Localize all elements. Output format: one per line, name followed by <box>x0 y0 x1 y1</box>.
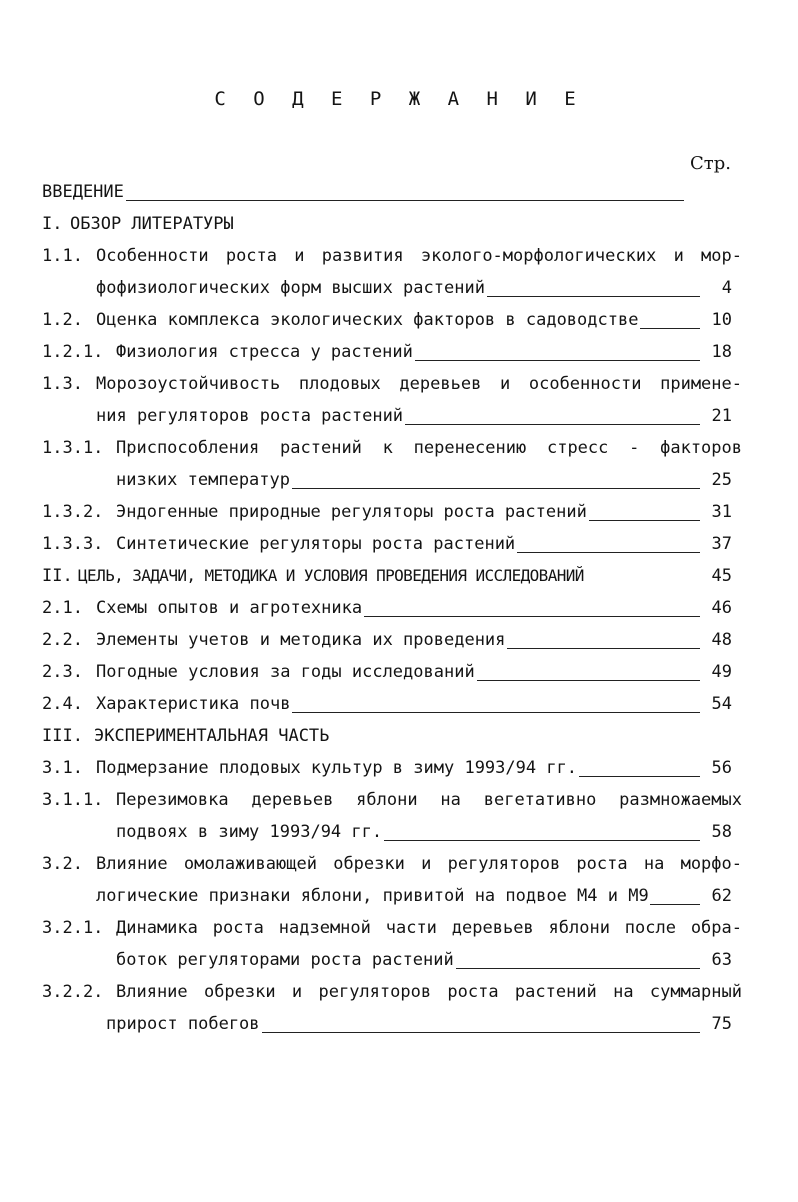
toc-entry-page: 21 <box>711 406 732 426</box>
toc-entry-1-3-3 <box>42 530 732 558</box>
toc-entry-1-2-1 <box>42 338 732 366</box>
toc-entry-number: 1.3.1. <box>42 438 104 458</box>
toc-entry-number: 1.2.1. <box>42 342 104 362</box>
leader-line <box>384 840 700 841</box>
toc-entry-1-1-line2 <box>96 274 732 302</box>
leader-line <box>640 328 700 329</box>
toc-entry-page: 10 <box>711 310 732 330</box>
toc-entry-page: 31 <box>711 502 732 522</box>
toc-entry-3-2-1-line2 <box>116 946 732 974</box>
toc-entry-number: 1.3.2. <box>42 502 104 522</box>
toc-entry-page: 75 <box>711 1014 732 1034</box>
toc-entry-3-2-2-line1 <box>42 978 742 1006</box>
toc-entry-number: 3.1. <box>42 758 83 778</box>
toc-entry-number: 1.1. <box>42 246 83 266</box>
toc-entry-1-1-line1 <box>42 242 742 270</box>
toc-entry-1-3-2 <box>42 498 732 526</box>
leader-line <box>292 488 700 489</box>
toc-entry-text: Погодные условия за годы исследований <box>96 662 475 682</box>
toc-entry-page: 25 <box>711 470 732 490</box>
toc-entry-2-3 <box>42 658 732 686</box>
toc-entry-3-1 <box>42 754 732 782</box>
toc-entry-text: Морозоустойчивость плодовых деревьев и особенности примене- <box>96 374 742 394</box>
toc-entry-page: 63 <box>711 950 732 970</box>
leader-line <box>579 776 700 777</box>
toc-entry-number: 2.1. <box>42 598 83 618</box>
toc-entry-text: Схемы опытов и агротехника <box>96 598 363 618</box>
toc-entry-text: ВВЕДЕНИЕ <box>42 182 124 202</box>
toc-entry-page: 45 <box>711 566 732 586</box>
toc-entry-number: I. <box>42 214 63 234</box>
toc-entry-page: 54 <box>711 694 732 714</box>
toc-entry-3-2-line2 <box>96 882 732 910</box>
toc-entry-number: 1.2. <box>42 310 83 330</box>
toc-entry-chapter-1 <box>42 210 702 238</box>
toc-entry-text: ЦЕЛЬ, ЗАДАЧИ, МЕТОДИКА И УСЛОВИЯ ПРОВЕДЕНИЯ ИССЛЕДОВАНИЙ <box>78 566 584 585</box>
toc-entry-text: Динамика роста надземной части деревьев яблони после обра- <box>116 918 742 938</box>
leader-line <box>487 296 700 297</box>
toc-entry-text: ЭКСПЕРИМЕНТАЛЬНАЯ ЧАСТЬ <box>94 726 330 746</box>
toc-entry-chapter-2 <box>42 562 732 590</box>
toc-entry-1-3-line2 <box>96 402 732 430</box>
toc-entry-page: 56 <box>711 758 732 778</box>
toc-entry-3-2-1-line1 <box>42 914 742 942</box>
toc-entry-number: 3.1.1. <box>42 790 104 810</box>
toc-entry-2-1 <box>42 594 732 622</box>
toc-entry-text-continued: низких температур <box>116 470 290 490</box>
toc-entry-1-3-line1 <box>42 370 742 398</box>
page-title: С О Д Е Р Ж А Н И Е <box>214 88 584 110</box>
toc-entry-text: Характеристика почв <box>96 694 291 714</box>
toc-entry-2-4 <box>42 690 732 718</box>
toc-entry-page: 58 <box>711 822 732 842</box>
toc-entry-1-2 <box>42 306 732 334</box>
leader-line <box>517 552 700 553</box>
toc-entry-chapter-3 <box>42 722 732 750</box>
toc-entry-text: Особенности роста и развития эколого-морфологических и мор- <box>96 246 742 266</box>
toc-entry-number: 2.3. <box>42 662 83 682</box>
toc-entry-text: Влияние омолаживающей обрезки и регуляторов роста на морфо- <box>96 854 742 874</box>
toc-entry-3-1-1-line2 <box>116 818 732 846</box>
leader-line <box>589 520 700 521</box>
toc-entry-number: 2.2. <box>42 630 83 650</box>
toc-entry-number: III. <box>42 726 83 746</box>
toc-entry-page: 48 <box>711 630 732 650</box>
toc-entry-number: 1.3. <box>42 374 83 394</box>
toc-entry-page: 62 <box>711 886 732 906</box>
leader-line <box>126 200 684 201</box>
toc-entry-number: II. <box>42 566 73 586</box>
toc-entry-page: 4 <box>721 278 732 298</box>
toc-entry-text: Перезимовка деревьев яблони на вегетативно размножаемых <box>116 790 742 810</box>
leader-line <box>507 648 700 649</box>
toc-entry-text-continued: прирост побегов <box>106 1014 260 1034</box>
toc-entry-text: Влияние обрезки и регуляторов роста растений на суммарный <box>116 982 742 1002</box>
toc-entry-3-2-line1 <box>42 850 742 878</box>
leader-line <box>456 968 700 969</box>
toc-entry-number: 3.2.1. <box>42 918 104 938</box>
toc-entry-text: Приспособления растений к перенесению стресс - факторов <box>116 438 742 458</box>
leader-line <box>650 904 700 905</box>
toc-entry-number: 1.3.3. <box>42 534 104 554</box>
toc-entry-text: Синтетические регуляторы роста растений <box>116 534 516 554</box>
toc-entry-3-1-1-line1 <box>42 786 742 814</box>
toc-entry-text: ОБЗОР ЛИТЕРАТУРЫ <box>70 214 234 234</box>
toc-entry-text-continued: подвоях в зиму 1993/94 гг. <box>116 822 383 842</box>
toc-entry-text: Элементы учетов и методика их проведения <box>96 630 506 650</box>
toc-entry-2-2 <box>42 626 732 654</box>
page-column-label: Стр. <box>690 153 731 174</box>
toc-entry-text-continued: логические признаки яблони, привитой на подвое М4 и М9 <box>96 886 649 906</box>
toc-entry-text: Физиология стресса у растений <box>116 342 413 362</box>
toc-entry-number: 2.4. <box>42 694 83 714</box>
toc-entry-page: 46 <box>711 598 732 618</box>
leader-line <box>405 424 700 425</box>
leader-line <box>477 680 700 681</box>
toc-entry-page: 18 <box>711 342 732 362</box>
leader-line <box>262 1032 700 1033</box>
toc-entry-3-2-2-line2 <box>106 1010 732 1038</box>
toc-entry-1-3-1-line1 <box>42 434 742 462</box>
toc-entry-text: Оценка комплекса экологических факторов в садоводстве <box>96 310 639 330</box>
leader-line <box>292 712 700 713</box>
leader-line <box>415 360 700 361</box>
toc-entry-introduction <box>42 178 690 206</box>
toc-entry-page: 37 <box>711 534 732 554</box>
toc-entry-number: 3.2.2. <box>42 982 104 1002</box>
toc-entry-1-3-1-line2 <box>116 466 732 494</box>
toc-entry-text-continued: ния регуляторов роста растений <box>96 406 404 426</box>
toc-entry-text: Подмерзание плодовых культур в зиму 1993/94 гг. <box>96 758 578 778</box>
toc-entry-text-continued: боток регуляторами роста растений <box>116 950 454 970</box>
toc-entry-text: Эндогенные природные регуляторы роста растений <box>116 502 587 522</box>
leader-line <box>364 616 700 617</box>
toc-entry-page: 49 <box>711 662 732 682</box>
toc-entry-number: 3.2. <box>42 854 83 874</box>
toc-entry-text-continued: фофизиологических форм высших растений <box>96 278 485 298</box>
